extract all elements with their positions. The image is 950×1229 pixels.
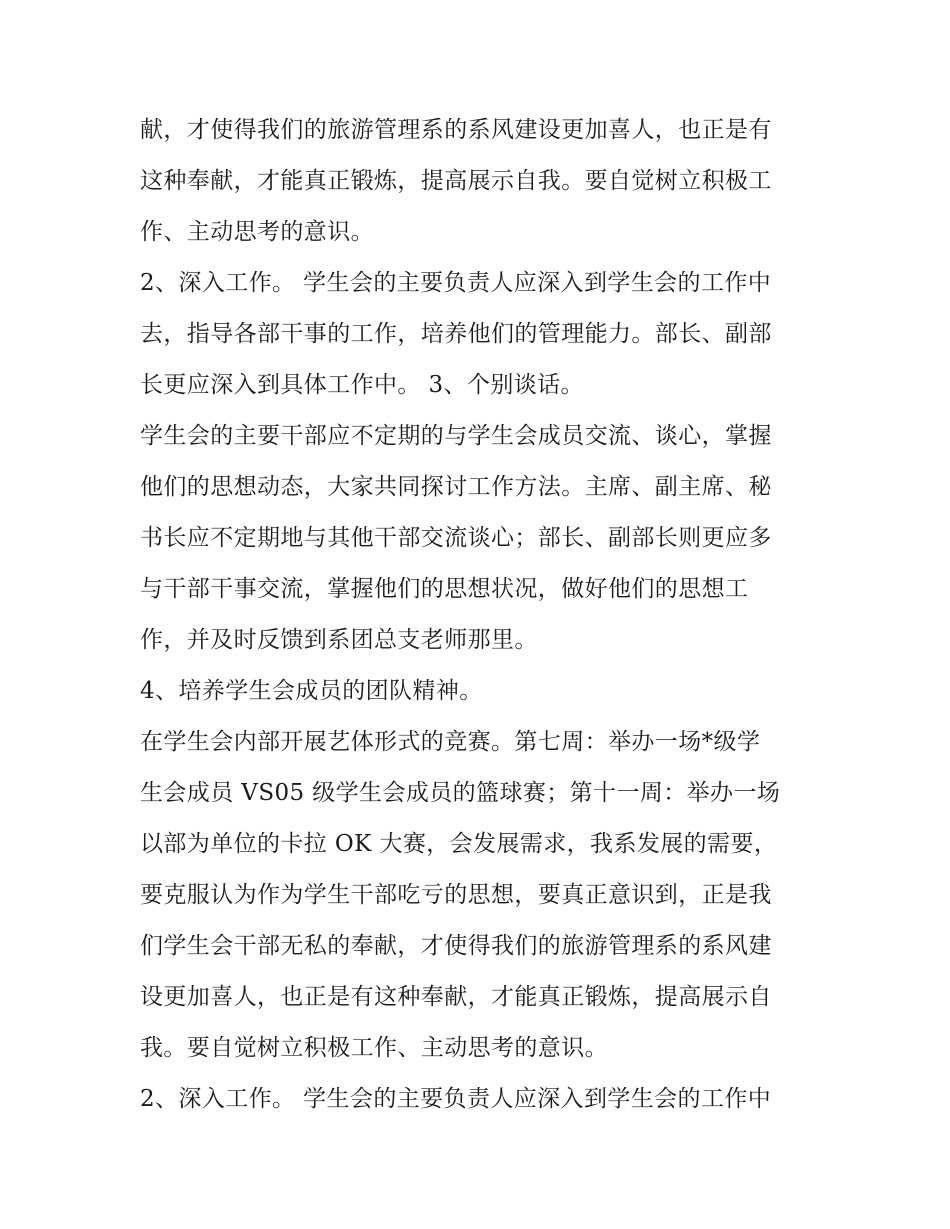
text-line: 学生会的主要干部应不定期的与学生会成员交流、谈心，掌握 <box>140 423 772 449</box>
text-line: 这种奉献，才能真正锻炼，提高展示自我。要自觉树立积极工 <box>140 168 772 194</box>
text-line: 生会成员 VS05 级学生会成员的篮球赛；第十一周：举办一场 <box>140 780 781 806</box>
text-line: 要克服认为作为学生干部吃亏的思想，要真正意识到，正是我 <box>140 882 772 908</box>
text-line: 去，指导各部干事的工作，培养他们的管理能力。部长、副部 <box>140 321 772 347</box>
text-line: 设更加喜人，也正是有这种奉献，才能真正锻炼，提高展示自 <box>140 984 772 1010</box>
text-line: 2、深入工作。 学生会的主要负责人应深入到学生会的工作中 <box>140 1086 772 1112</box>
text-line: 书长应不定期地与其他干部交流谈心；部长、副部长则更应多 <box>140 525 772 551</box>
text-line: 长更应深入到具体工作中。 3、个别谈话。 <box>140 372 584 398</box>
text-line: 献，才使得我们的旅游管理系的系风建设更加喜人，也正是有 <box>140 117 772 143</box>
text-line: 与干部干事交流，掌握他们的思想状况，做好他们的思想工 <box>140 576 749 602</box>
text-line: 们学生会干部无私的奉献，才使得我们的旅游管理系的系风建 <box>140 933 772 959</box>
text-line: 他们的思想动态，大家共同探讨工作方法。主席、副主席、秘 <box>140 474 772 500</box>
text-line: 2、深入工作。 学生会的主要负责人应深入到学生会的工作中 <box>140 270 772 296</box>
text-line: 作，并及时反馈到系团总支老师那里。 <box>140 627 538 653</box>
text-line: 作、主动思考的意识。 <box>140 219 374 245</box>
text-line: 我。要自觉树立积极工作、主动思考的意识。 <box>140 1035 608 1061</box>
body-text <box>140 105 820 1125</box>
text-line: 以部为单位的卡拉 OK 大赛，会发展需求，我系发展的需要， <box>140 831 778 857</box>
text-line: 在学生会内部开展艺体形式的竞赛。第七周：举办一场*级学 <box>140 729 761 755</box>
text-line: 4、培养学生会成员的团队精神。 <box>140 678 483 704</box>
